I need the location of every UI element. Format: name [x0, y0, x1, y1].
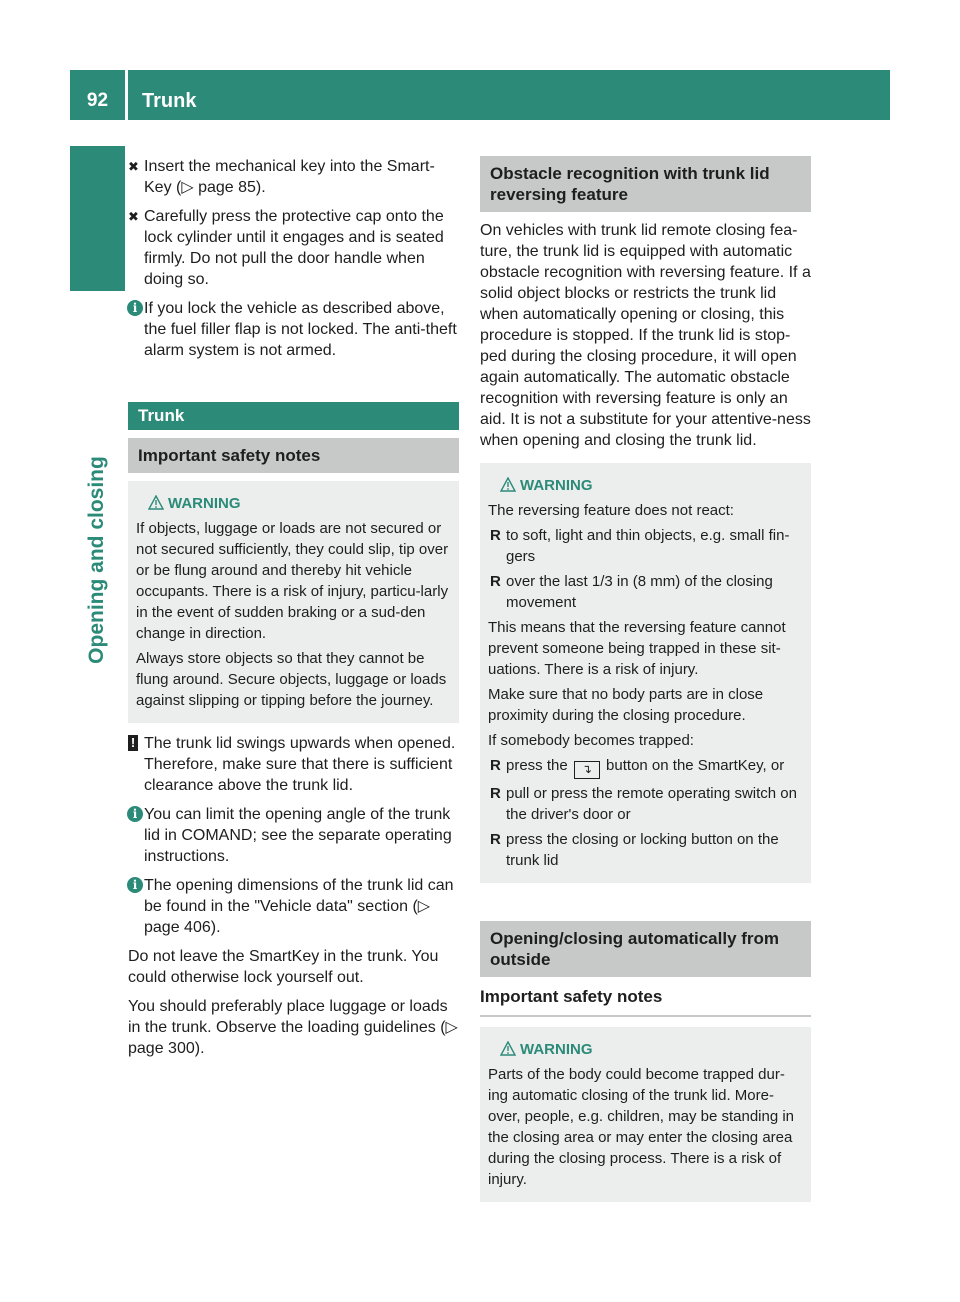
arrow-right-icon: ✖	[128, 209, 139, 224]
bullet-item	[488, 829, 803, 871]
note-text: You can limit the opening angle of the trunk lid in COMAND; see the separate operating instructions.	[144, 806, 452, 865]
warning-box	[480, 1027, 811, 1202]
info-icon: i	[127, 877, 143, 893]
info-note	[128, 298, 459, 361]
instruction-step	[128, 206, 459, 290]
bullet-item	[488, 571, 803, 613]
warning-text: Make sure that no body parts are in close proximity during the closing procedure.	[488, 686, 764, 724]
bullet-text: button on the SmartKey, or	[606, 757, 785, 774]
note-text: The opening dimensions of the trunk lid can be found in the "Vehicle data" section (▷ page 406).	[144, 877, 454, 936]
body-paragraph: Do not leave the SmartKey in the trunk. You could otherwise lock yourself out.	[128, 948, 439, 986]
instruction-step	[128, 156, 459, 198]
section-heading: Trunk	[128, 402, 459, 430]
bullet-text: over the last 1/3 in (8 mm) of the closing movement	[506, 573, 773, 611]
info-note	[128, 875, 459, 938]
instruction-text: Carefully press the protective cap onto the lock cylinder until it engages and is seated firmly. Do not pull the door handle when doing so.	[144, 208, 444, 288]
bullet-marker: R	[490, 573, 501, 590]
subsection-heading: Important safety notes	[128, 438, 459, 473]
warning-triangle-icon	[148, 495, 164, 510]
warning-label: WARNING	[520, 477, 593, 494]
warning-label: WARNING	[520, 1041, 593, 1058]
body-paragraph: On vehicles with trunk lid remote closing fea-ture, the trunk lid is equipped with automatic obstacle recognition with reversing feature. If a solid object blocks or restricts the trunk lid when automatically opening or closing, this procedure is stopped. If the trunk lid is stop-ped during the closing procedure, it will open again automatically. The automatic obstacle recognition with reversing feature is only an aid. It is not a substitute for your attentive-ness when opening and closing the trunk lid.	[480, 222, 811, 449]
arrow-right-icon: ✖	[128, 159, 139, 174]
bullet-text: press the closing or locking button on the trunk lid	[506, 831, 779, 869]
info-icon: i	[127, 806, 143, 822]
body-paragraph: You should preferably place luggage or loads in the trunk. Observe the loading guidelines (▷ page 300).	[128, 998, 458, 1057]
warning-triangle-icon	[500, 1041, 516, 1056]
bullet-marker: R	[490, 757, 501, 774]
warning-label: WARNING	[168, 495, 241, 512]
side-tab-label: Opening and closing	[85, 456, 108, 664]
right-column	[480, 156, 811, 1202]
bullet-marker: R	[490, 831, 501, 848]
section-heading: Opening/closing automatically from outside	[480, 921, 811, 977]
warning-text: This means that the reversing feature cannot prevent someone being trapped in these sit-uations. There is a risk of injury.	[488, 619, 786, 678]
info-icon: i	[127, 300, 143, 316]
warning-text: The reversing feature does not react:	[488, 502, 734, 519]
bullet-text: to soft, light and thin objects, e.g. small fin-gers	[506, 527, 790, 565]
bullet-marker: R	[490, 785, 501, 802]
caution-note	[128, 733, 459, 796]
bullet-item	[488, 755, 803, 779]
bullet-text: pull or press the remote operating switch on the driver's door or	[506, 785, 797, 823]
warning-heading	[136, 493, 451, 514]
subsection-heading: Important safety notes	[480, 987, 811, 1017]
warning-heading	[488, 1039, 803, 1060]
warning-box	[480, 463, 811, 883]
page-title: Trunk	[142, 90, 197, 112]
side-tab-marker	[70, 146, 125, 291]
warning-text: Parts of the body could become trapped dur-ing automatic closing of the trunk lid. More-over, people, e.g. children, may be standing in the closing area or may enter the closing area during the closing process. There is a risk of injury.	[488, 1066, 795, 1188]
caution-text: The trunk lid swings upwards when opened. Therefore, make sure that there is sufficient clearance above the trunk lid.	[144, 735, 456, 794]
bullet-marker: R	[490, 527, 501, 544]
info-note	[128, 804, 459, 867]
warning-box	[128, 481, 459, 723]
warning-heading	[488, 475, 803, 496]
bullet-item	[488, 783, 803, 825]
warning-text: If objects, luggage or loads are not secured or not secured sufficiently, they could slip, tip over or be flung around and thereby hit vehicle occupants. There is a risk of injury, particu-larly in the event of sudden braking or a sud-den change in direction.	[136, 520, 449, 642]
exclamation-icon: !	[128, 735, 138, 751]
left-column	[128, 156, 459, 1067]
bullet-text: press the	[506, 757, 568, 774]
warning-text: If somebody becomes trapped:	[488, 732, 694, 749]
warning-text: Always store objects so that they cannot be flung around. Secure objects, luggage or loads against slipping or tipping before the journey.	[136, 650, 447, 709]
page-number: 92	[86, 90, 109, 111]
note-text: If you lock the vehicle as described above, the fuel filler flap is not locked. The anti-theft alarm system is not armed.	[144, 300, 457, 359]
header-divider	[125, 70, 128, 120]
warning-triangle-icon	[500, 477, 516, 492]
instruction-text: Insert the mechanical key into the Smart-Key (▷ page 85).	[144, 158, 435, 196]
section-heading: Obstacle recognition with trunk lid reversing feature	[480, 156, 811, 212]
bullet-item	[488, 525, 803, 567]
trunk-key-icon: ↴	[574, 761, 600, 779]
